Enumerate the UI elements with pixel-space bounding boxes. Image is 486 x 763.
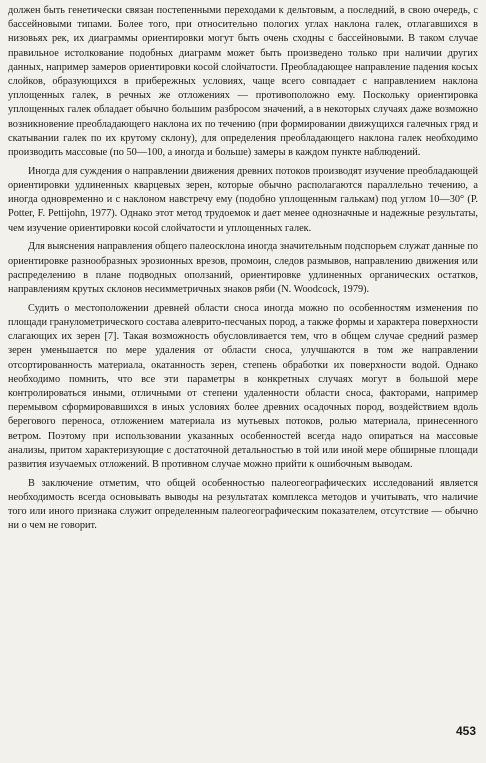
paragraph-conclusion: В заключение отметим, что общей особенностью палеогеографических исследований является необходимость всегда основывать выводы на результатах комплекса методов и учитывать, что наличие того или иного признака служит определенным палеогеографическим показателем, отсутствие — обычно ни о чем не говорит. (8, 477, 478, 532)
page-number: 453 (455, 724, 476, 738)
paragraph-continuation: должен быть генетически связан постепенными переходами к дельтовым, а последний, в свою очередь, с бассейновыми типами. Более того, при относительно пологих углах наклона галек, отлагавшихся в низовьях рек, их диаграммы ориентировки могут быть очень сходны с бассейновыми. В таком случае правильное истолкование подобных диаграмм может быть произведено только при наличии других данных, например замеров ориентировки косой слойчатости. Преобладающее направление падения косых слойков, образующихся в прибережных условиях, чаще всего совпадает с направлением наклона уплощенных галек, в речных же отложениях — противоположно ему. Поскольку ориентировка уплощенных галек обладает обычно большим разбросом значений, а в некоторых случаях даже возможно возникновение преобладающего наклона их по течению (при формировании движущихся галечных гряд и скатывании галек по их крутому склону), для определения преобладающего наклона галек необходимо производить массовые (по 50—100, а иногда и больше) замеры в каждом пункте наблюдений. (8, 5, 478, 159)
document-page (8, 4, 478, 759)
paragraph-paleoslope: Для выяснения направления общего палеосклона иногда значительным подспорьем служат данные по ориентировке разнообразных эрозионных врезов, промоин, следов размывов, направлению движения или распределению в плане подводных оползаний, ориентировке удлиненных органических остатков, направлениям крутых склонов несимметричных знаков ряби (N. Woodcock, 1979). (8, 241, 478, 296)
paragraph-quartz-grains: Иногда для суждения о направлении движения древних потоков производят изучение преобладающей ориентировки удлиненных кварцевых зерен, которые обычно располагаются параллельно течению, а иногда одновременно и с наклоном навстречу ему (подобно уплощенным галькам) под углом 10—30° (P. Potter, F. Pettijohn, 1977). Однако этот метод трудоемок и дает менее однозначные и надежные результаты, чем изучение ориентировки косой слойчатости и уплощенных галек. (8, 165, 478, 234)
paragraph-source-area: Судить о местоположении древней области сноса иногда можно по особенностям изменения по площади гранулометрического состава алеврито-песчаных пород, а также формы и характера поверхности слагающих их зерен [7]. Такая возможность обусловливается тем, что в общем случае средний размер зерен уменьшается по мере удаления от области сноса, улучшаются в том же направлении отсортированность материала, окатанность зерен, степень обработки их поверхности водой. Однако необходимо помнить, что все эти параметры в конкретных случаях могут в большой мере контролироваться иными, отличными от степени удаленности области сноса, факторами, например перемывом сформировавшихся в иных условиях более древних осадочных пород, воздействием вдоль берегового переноса, отложением материала из мутьевых потоков, ролью материала, принесенного ветром. Поэтому при использовании указанных особенностей всегда надо опираться на массовые анализы, притом характеризующие с достаточной детальностью в той или иной мере обширные площади развития изучаемых отложений. В противном случае можно прийти к ошибочным выводам. (8, 302, 478, 471)
